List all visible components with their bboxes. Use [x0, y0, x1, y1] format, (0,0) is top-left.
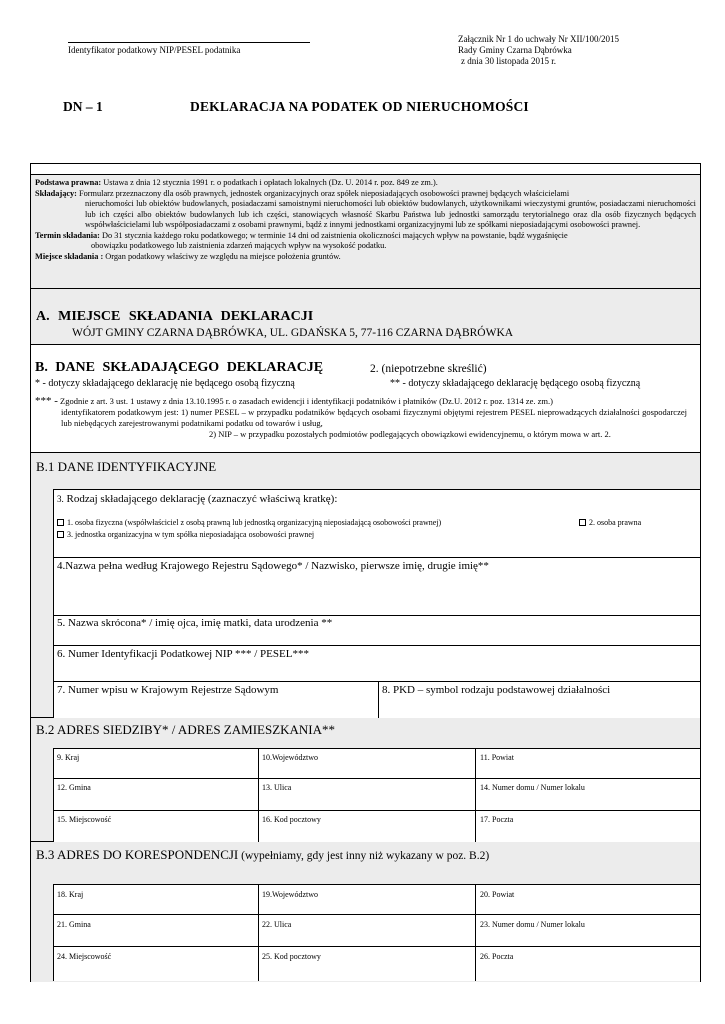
filer-text-1: Formularz przeznaczony dla osób prawnych, jednostek organizacyjnych oraz spółek nieposiadających osobowości prawnej będących właścicielami — [76, 188, 570, 198]
field-7-label: 7. Numer wpisu w Krajowym Rejestrze Sądowym — [57, 684, 279, 696]
b2-grid — [53, 748, 700, 842]
annex-note — [458, 34, 619, 67]
info-block — [31, 174, 700, 289]
section-a-address: WÓJT GMINY CZARNA DĄBRÓWKA, UL. GDAŃSKA 5, 77-116 CZARNA DĄBRÓWKA — [72, 327, 514, 339]
section-b3-title-text: B.3 ADRES DO KORESPONDENCJI — [36, 847, 239, 862]
field-25-label: 25. Kod pocztowy — [262, 952, 321, 961]
deadline-text-1: Do 31 stycznia każdego roku podatkowego; w terminie 14 dni od zaistnienia okoliczności mających wpływ na powstanie, bądź wygaśnięcie — [99, 230, 568, 240]
section-b3-note: (wypełniamy, gdy jest inny niż wykazany w poz. B.2) — [238, 850, 490, 862]
footnote-star2: ** - dotyczy składającego deklarację będącego osobą fizyczną — [390, 378, 641, 389]
nip-label: Identyfikator podatkowy NIP/PESEL podatnika — [68, 45, 241, 55]
checkbox-icon[interactable] — [579, 519, 586, 526]
section-b3-title — [36, 847, 489, 863]
divider — [53, 615, 700, 616]
field-19-label: 19.Województwo — [262, 890, 319, 899]
field-16-label: 16. Kod pocztowy — [262, 815, 321, 824]
option-3-label: 3. jednostka organizacyjna w tym spółka nieposiadająca osobowości prawnej — [67, 530, 315, 539]
form-title: DEKLARACJA NA PODATEK OD NIERUCHOMOŚCI — [190, 99, 529, 114]
field-8-input[interactable] — [379, 698, 699, 717]
divider — [258, 884, 259, 981]
section-a-title: A. MIEJSCE SKŁADANIA DEKLARACJI — [36, 309, 314, 324]
divider — [53, 645, 700, 646]
field-8-label: 8. PKD – symbol rodzaju podstawowej działalności — [382, 684, 611, 696]
divider — [53, 748, 700, 749]
filer-text-2: nieruchomości lub obiektów budowlanych, posiadaczami samoistnymi nieruchomości lub obiektów budowlanych, użytkownikami wieczystymi gruntów, posiadaczami nieruchomości lub ich części albo obiektów budowlanych lub ich części, stanowiących własność Skarbu Państwa lub jednostki samorządu terytorialnego oraz dla osób fizycznych będących współwłaścicielami lub współposiadaczami z osobami prawnymi, bądź z innymi jednostkami organizacyjnymi lub ze spółkami nieposiadającymi osobowości prawnej. — [85, 199, 696, 229]
field-21-label: 21. Gmina — [57, 920, 91, 929]
field-5-label: 5. Nazwa skrócona* / imię ojca, imię matki, data urodzenia ** — [57, 617, 333, 629]
annex-line-1: Załącznik Nr 1 do uchwały Nr XII/100/2015 — [458, 34, 619, 44]
option-2-label: 2. osoba prawna — [589, 518, 642, 527]
section-b-title: B. DANE SKŁADAJĄCEGO DEKLARACJĘ — [35, 360, 324, 375]
field-3-label — [57, 493, 337, 505]
filer-label: Składający: — [35, 188, 77, 198]
field-9-label: 9. Kraj — [57, 753, 80, 762]
divider — [53, 778, 700, 779]
nip-signature-line — [68, 42, 310, 43]
field-6-label: 6. Numer Identyfikacji Podatkowej NIP *** / PESEL*** — [57, 648, 309, 660]
field-4-label: 4.Nazwa pełna według Krajowego Rejestru Sądowego* / Nazwisko, pierwsze imię, drugie imię** — [57, 560, 489, 572]
field-3-num: 3. — [57, 494, 64, 504]
field-20-label: 20. Powiat — [480, 890, 515, 899]
field-24-label: 24. Miejscowość — [57, 952, 112, 961]
section-b-note: 2. (niepotrzebne skreślić) — [370, 363, 487, 375]
footnote-star3-line3: 2) NIP – w przypadku pozostałych podmiotów podlegających obowiązkowi ewidencyjnemu, o którym mowa w art. 2. — [209, 429, 611, 439]
annex-line-2: Rady Gminy Czarna Dąbrówka — [458, 45, 572, 55]
deadline-text-2: obowiązku podatkowego lub zaistnienia zdarzeń mających wpływ na wysokość podatku. — [91, 241, 387, 250]
field-10-label: 10.Województwo — [262, 753, 319, 762]
field-3-text: Rodzaj składającego deklarację (zaznaczyć właściwą kratkę): — [63, 493, 338, 505]
divider — [53, 946, 700, 947]
option-1[interactable] — [57, 518, 441, 527]
section-b1-title: B.1 DANE IDENTYFIKACYJNE — [36, 459, 217, 474]
place-label: Miejsce składania : — [35, 251, 104, 261]
divider — [475, 884, 476, 981]
checkbox-icon[interactable] — [57, 531, 64, 538]
field-13-label: 13. Ulica — [262, 783, 292, 792]
field-7-input[interactable] — [54, 698, 377, 717]
divider — [53, 884, 700, 885]
footnote-star3-lead: *** - — [35, 395, 58, 407]
field-12-label: 12. Gmina — [57, 783, 91, 792]
divider — [53, 681, 700, 682]
section-b2-title: B.2 ADRES SIEDZIBY* / ADRES ZAMIESZKANIA** — [36, 722, 336, 737]
divider — [258, 748, 259, 842]
divider — [475, 748, 476, 842]
field-6-input[interactable] — [54, 662, 699, 680]
footnote-star1: * - dotyczy składającego deklarację nie będącego osobą fizyczną — [35, 378, 295, 389]
basis-label: Podstawa prawna: — [35, 178, 102, 187]
field-4-input[interactable] — [54, 574, 699, 614]
field-11-label: 11. Powiat — [480, 753, 514, 762]
footnote-star3-text: Zgodnie z art. 3 ust. 1 ustawy z dnia 13.10.1995 r. o zasadach ewidencji i identyfikacji podatników i płatników (Dz.U. 2012 r. poz. 1314 ze. zm.) — [57, 396, 553, 406]
option-1-label: 1. osoba fizyczna (współwłaściciel z osobą prawną lub jednostką organizacyjną nieposiadającą osobowości prawnej) — [67, 518, 442, 527]
form-code: DN – 1 — [63, 99, 103, 114]
divider — [53, 489, 700, 490]
field-26-label: 26. Poczta — [480, 952, 514, 961]
field-18-label: 18. Kraj — [57, 890, 84, 899]
field-5-input[interactable] — [54, 630, 699, 645]
divider — [53, 810, 700, 811]
option-2[interactable] — [579, 518, 641, 527]
deadline-label: Termin składania: — [35, 230, 100, 240]
field-14-label: 14. Numer domu / Numer lokalu — [480, 783, 585, 792]
option-3[interactable] — [57, 530, 314, 539]
checkbox-icon[interactable] — [57, 519, 64, 526]
divider — [53, 557, 700, 558]
field-22-label: 22. Ulica — [262, 920, 292, 929]
divider — [53, 914, 700, 915]
basis-text: Ustawa z dnia 12 stycznia 1991 r. o podatkach i opłatach lokalnych (Dz. U. 2014 r. poz. 849 ze zm.). — [101, 178, 438, 187]
b3-grid — [53, 884, 700, 981]
footnote-star3-line2: identyfikatorem podatkowym jest: 1) numer PESEL – w przypadku podatników będących osobami fizycznymi objętymi rejestrem PESEL nieprowadzących działalności gospodarczej lub niebędących zarejestrowanymi podatnikami podatku od towarów i usług, — [61, 407, 687, 428]
field-17-label: 17. Poczta — [480, 815, 514, 824]
field-15-label: 15. Miejscowość — [57, 815, 112, 824]
footnote-star3 — [35, 396, 687, 440]
field-23-label: 23. Numer domu / Numer lokalu — [480, 920, 585, 929]
annex-line-3: z dnia 30 listopada 2015 r. — [461, 56, 556, 66]
place-text: Organ podatkowy właściwy ze względu na miejsce położenia gruntów. — [103, 251, 341, 261]
